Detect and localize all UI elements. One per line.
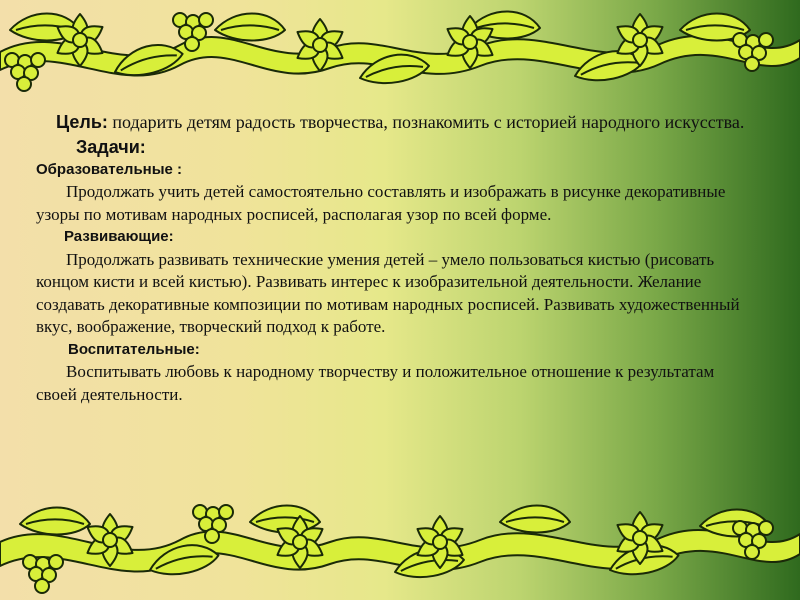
section-heading-upbringing: Воспитательные: (68, 340, 200, 358)
section-text-developmental: Продолжать развивать технические умения детей – умело пользоваться кистью (рисовать концом кисти и всей кистью). Развивать интерес к изобразительной деятельности. Желание создавать декоративные композиции по мотивам народных росписей. Развивать художественный вкус, воображение, творческий подход к работе. (36, 249, 740, 336)
tasks-title: Задачи: (76, 137, 146, 157)
section-text-educational: Продолжать учить детей самостоятельно составлять и изображать в рисунке декоративные узоры по мотивам народных росписей, располагая узор по всей форме. (36, 182, 726, 224)
top-floral-ornament (0, 0, 800, 105)
section-heading-developmental: Развивающие: (64, 228, 174, 245)
goal-label: Цель: (56, 112, 108, 132)
section-text-upbringing: Воспитывать любовь к народному творчеству и положительное отношение к результатам своей деятельности. (36, 362, 715, 404)
goal-line (36, 110, 746, 134)
goal-text: подарить детям радость творчества, познакомить с историей народного искусства. (107, 112, 745, 132)
text-block (36, 110, 746, 406)
section-heading-educational: Образовательные : (36, 160, 183, 178)
bottom-floral-ornament (0, 492, 800, 600)
